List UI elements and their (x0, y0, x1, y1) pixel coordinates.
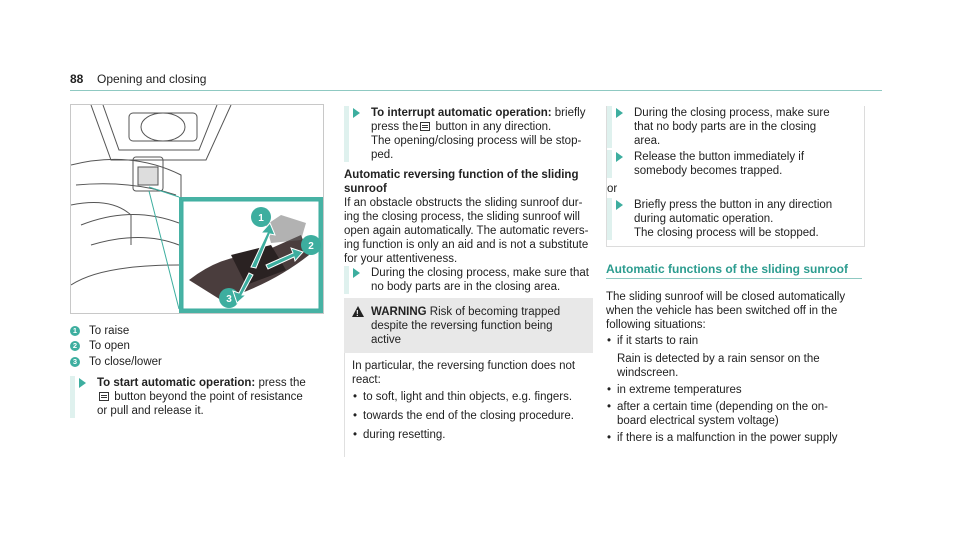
auto-functions-paragraph: The sliding sunroof will be closed automatically when the vehicle has been switched off in the following situations: (606, 291, 846, 331)
svg-text:1: 1 (258, 213, 264, 224)
auto-functions-list (606, 334, 866, 445)
step-arrow-icon (353, 108, 360, 118)
step-closing-area: During the closing process, make sure that no body parts are in the closing area. (607, 106, 862, 148)
legend-item: 3 To close/lower (70, 354, 162, 370)
step-briefly-press: Briefly press the button in any direction during automatic operation. The closing process will be stopped. (607, 198, 862, 240)
step-arrow-icon (79, 378, 86, 388)
warning-box (344, 298, 593, 457)
list-item: • during resetting. (352, 428, 593, 442)
warning-header: ! WARNING Risk of becoming trapped despite the reversing function being active (344, 298, 593, 353)
list-item: • towards the end of the closing procedure. (352, 409, 593, 423)
list-item: • after a certain time (depending on the on- board electrical system voltage) (606, 400, 866, 428)
sunroof-switch-icon (420, 122, 430, 131)
step-arrow-icon (616, 108, 623, 118)
legend-item: 1 To raise (70, 323, 162, 339)
figure-legend (70, 323, 162, 370)
svg-text:3: 3 (226, 294, 232, 305)
warning-body: In particular, the reversing function does not react: • to soft, light and thin objects, e.g. fingers. • towards the end of the closing procedure. • during resetting. (344, 353, 593, 457)
svg-text:2: 2 (308, 241, 314, 252)
section-rule (606, 278, 862, 279)
note-box (606, 106, 865, 247)
list-item: • if it starts to rain Rain is detected by a rain sensor on the windscreen. (606, 334, 866, 380)
section-title: Automatic functions of the sliding sunroof (606, 262, 848, 276)
subheading-reversing: Automatic reversing function of the sliding sunroof (344, 169, 579, 195)
overhead-control-illustration (70, 104, 324, 314)
or-label: or (607, 183, 618, 195)
callout-3-badge: 3 (70, 357, 80, 367)
step-arrow-icon (616, 200, 623, 210)
step-start-automatic: To start automatic operation: press the button beyond the point of resistance or pull and release it. (70, 376, 327, 418)
list-item: • in extreme temperatures (606, 383, 866, 397)
reversing-paragraph: If an obstacle obstructs the sliding sunroof dur- ing the closing process, the sliding sunroof will open again automatically. The automatic revers- ing function is only an aid and is not a substitute for your attentiveness. (344, 197, 589, 265)
legend-item: 2 To open (70, 339, 162, 355)
warning-triangle-icon (352, 306, 364, 317)
running-header: Opening and closing (97, 72, 207, 86)
step-body-parts: During the closing process, make sure that no body parts are in the closing area. (344, 266, 599, 294)
callout-1-badge: 1 (70, 326, 80, 336)
list-item: • to soft, light and thin objects, e.g. fingers. (352, 390, 593, 404)
page-number: 88 (70, 72, 84, 86)
list-item: • if there is a malfunction in the power supply (606, 431, 866, 445)
step-release-button: Release the button immediately if somebody becomes trapped. (607, 150, 862, 178)
callout-2-badge: 2 (70, 341, 80, 351)
step-arrow-icon (353, 268, 360, 278)
step-arrow-icon (616, 152, 623, 162)
step-interrupt: To interrupt automatic operation: briefly press the button in any direction. The opening/closing process will be stop- ped. (344, 106, 599, 162)
sunroof-switch-icon (99, 392, 109, 401)
header-rule (70, 90, 882, 91)
